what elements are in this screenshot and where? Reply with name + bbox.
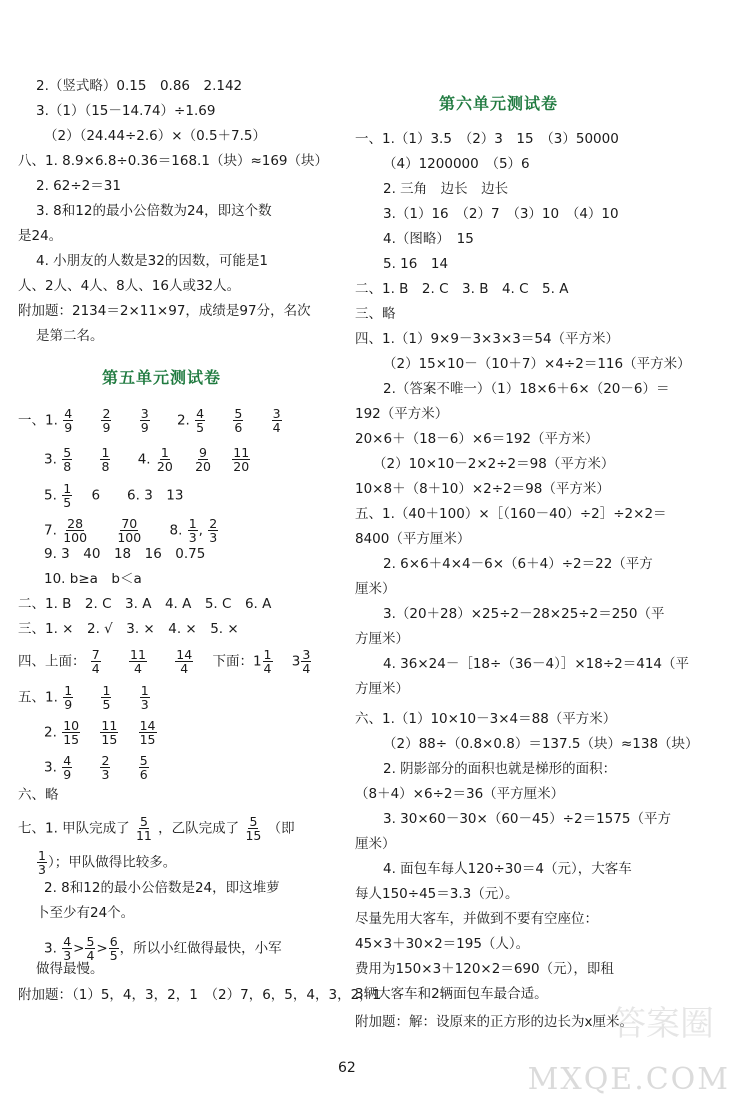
- fraction: $\frac{4}{9}$: [63, 753, 72, 782]
- answer-line: 附加题：解：设原来的正方形的边长为x厘米。: [355, 1014, 633, 1030]
- watermark-logo: 答案圈: [612, 1004, 714, 1044]
- answer-line: 2. $\frac{10}{15}$ $\frac{11}{15}$ $\frac{14}{15}$: [44, 718, 156, 747]
- fraction: $\frac{5}{4}$: [86, 934, 95, 963]
- answer-line: 3.（20＋28）×25÷2－28×25÷2＝250（平: [383, 606, 665, 622]
- fraction: $\frac{5}{8}$: [63, 445, 72, 474]
- fraction: $\frac{11}{20}$: [233, 445, 250, 474]
- answer-line: 是第二名。: [36, 328, 104, 344]
- answer-line: 2.（竖式略）0.15 0.86 2.142: [36, 78, 243, 94]
- fraction: $\frac{28}{100}$: [63, 516, 88, 545]
- answer-line: 五、1.（40＋100）×［（160－40）÷2］÷2×2＝: [355, 506, 667, 522]
- answer-line: 六、略: [18, 787, 59, 803]
- answer-line: 人、2人、4人、8人、16人或32人。: [18, 278, 241, 294]
- answer-line: 六、1.（1）10×10－3×4＝88（平方米）: [355, 711, 617, 727]
- answer-line: 一、1. $\frac{4}{9}$ $\frac{2}{9}$ $\frac{3}{9}$ 2. $\frac{4}{5}$ $\frac{5}{6}$ $\frac{3}{4}$: [18, 406, 281, 435]
- answer-line: 5. 16 14: [383, 256, 449, 272]
- answer-line: 4.（图略） 15: [383, 231, 474, 247]
- answer-line: 一、1.（1）3.5 （2）3 15 （3）50000: [355, 131, 619, 147]
- answer-line: 2. 阴影部分的面积也就是梯形的面积：: [383, 761, 617, 777]
- answer-line: 厘米）: [355, 836, 396, 852]
- answer-line: （2）15×10－（10＋7）×4÷2＝116（平方米）: [383, 356, 691, 372]
- fraction: $\frac{11}{4}$: [130, 647, 146, 676]
- fraction: $\frac{4}{5}$: [196, 406, 205, 435]
- fraction: $\frac{1}{3}$: [188, 516, 197, 545]
- answer-line: 附加题：2134＝2×11×97，成绩是97分，名次: [18, 303, 311, 319]
- fraction: $\frac{14}{4}$: [176, 647, 193, 676]
- answer-line: 二、1. B 2. C 3. A 4. A 5. C 6. A: [18, 596, 272, 612]
- section-heading: 第五单元测试卷: [102, 368, 222, 387]
- answer-line: 三、略: [355, 306, 396, 322]
- fraction: $\frac{5}{6}$: [139, 753, 148, 782]
- fraction: $\frac{1}{9}$: [64, 683, 73, 712]
- answer-line: 五、1. $\frac{1}{9}$ $\frac{1}{5}$ $\frac{1}{3}$: [18, 683, 149, 712]
- answer-line: 2. 8和12的最小公倍数是24，即这堆萝: [44, 880, 280, 896]
- answer-line: 方厘米）: [355, 681, 409, 697]
- answer-line: （8＋4）×6÷2＝36（平方厘米）: [355, 786, 565, 802]
- fraction: $\frac{1}{5}$: [102, 683, 111, 712]
- answer-line: 尽量先用大客车，并做到不要有空座位：: [355, 911, 598, 927]
- answer-line: 卜至少有24个。: [36, 905, 135, 921]
- answer-line: 3. 8和12的最小公倍数为24，即这个数: [36, 203, 272, 219]
- fraction: $\frac{4}{9}$: [64, 406, 73, 435]
- fraction: $\frac{1}{8}$: [101, 445, 110, 474]
- answer-line: 厘米）: [355, 581, 396, 597]
- answer-line: 8400（平方厘米）: [355, 531, 471, 547]
- fraction: $\frac{3}{9}$: [140, 406, 149, 435]
- answer-line: 费用为150×3＋120×2＝690（元），即租: [355, 961, 614, 977]
- fraction: $\frac{14}{15}$: [139, 718, 156, 747]
- fraction: $\frac{1}{4}$: [263, 647, 272, 676]
- answer-line: （2）（24.44÷2.6）×（0.5＋7.5）: [44, 128, 267, 144]
- answer-line: 3.（1）16 （2）7 （3）10 （4）10: [383, 206, 619, 222]
- fraction: $\frac{1}{3}$: [38, 848, 46, 877]
- fraction: $\frac{1}{3}$: [140, 683, 149, 712]
- answer-line: 二、1. B 2. C 3. B 4. C 5. A: [355, 281, 569, 297]
- answer-line: 4. 面包车每人120÷30＝4（元），大客车: [383, 861, 632, 877]
- fraction: $\frac{70}{100}$: [117, 516, 142, 545]
- answer-line: 七、1. 甲队完成了 $\frac{5}{11}$ ，乙队完成了 $\frac{5}{15}$ （即: [18, 814, 295, 843]
- fraction: $\frac{3}{4}$: [302, 647, 311, 676]
- answer-line: 7. $\frac{28}{100}$ $\frac{70}{100}$ 8. $\frac{1}{3}$ , $\frac{2}{3}$: [44, 516, 218, 545]
- answer-line: （2）10×10－2×2÷2＝98（平方米）: [373, 456, 615, 472]
- section-heading: 第六单元测试卷: [439, 94, 559, 113]
- answer-line: 4. 36×24－［18÷（36－4）］×18÷2＝414（平: [383, 656, 690, 672]
- fraction: $\frac{1}{20}$: [156, 445, 173, 474]
- answer-line: （4）1200000 （5）6: [383, 156, 530, 172]
- answer-line: 是24。: [18, 228, 63, 244]
- answer-line: 四、1.（1）9×9－3×3×3＝54（平方米）: [355, 331, 620, 347]
- fraction: $\frac{11}{15}$: [101, 718, 118, 747]
- page-number: 62: [338, 1060, 356, 1076]
- fraction: $\frac{9}{20}$: [195, 445, 211, 474]
- answer-line: 3. $\frac{4}{9}$ $\frac{2}{3}$ $\frac{5}{6}$: [44, 753, 148, 782]
- answer-line: 4. 小朋友的人数是32的因数，可能是1: [36, 253, 268, 269]
- answer-line: 八、1. 8.9×6.8÷0.36＝168.1（块）≈169（块）: [18, 153, 329, 169]
- answer-line: 2. 三角 边长 边长: [383, 181, 509, 197]
- answer-line: 10×8＋（8＋10）×2÷2＝98（平方米）: [355, 481, 610, 497]
- fraction: $\frac{2}{3}$: [209, 516, 218, 545]
- answer-line: 2. 6×6＋4×4－6×（6＋4）÷2＝22（平方: [383, 556, 653, 572]
- answer-line: 3.（1）（15－14.74）÷1.69: [36, 103, 216, 119]
- answer-line: $\frac{1}{3}$ ）；甲队做得比较多。: [38, 848, 177, 877]
- answer-line: 3辆大客车和2辆面包车最合适。: [355, 986, 548, 1002]
- watermark-text: MXQE.COM: [527, 1062, 730, 1097]
- fraction: $\frac{6}{5}$: [109, 934, 118, 963]
- answer-line: 3. 30×60－30×（60－45）÷2＝1575（平方: [383, 811, 671, 827]
- answer-line: 192（平方米）: [355, 406, 449, 422]
- answer-line: 10. b≥a b＜a: [44, 571, 142, 587]
- answer-line: 2.（答案不唯一）（1）18×6＋6×（20－6）＝: [383, 381, 670, 397]
- answer-line: 9. 3 40 18 16 0.75: [44, 546, 206, 562]
- answer-line: 做得最慢。: [36, 961, 104, 977]
- fraction: $\frac{2}{3}$: [101, 753, 110, 782]
- answer-line: （2）88÷（0.8×0.8）＝137.5（块）≈138（块）: [383, 736, 699, 752]
- answer-line: 每人150÷45＝3.3（元）。: [355, 886, 519, 902]
- answer-line: 三、1. × 2. √ 3. × 4. × 5. ×: [18, 621, 239, 637]
- answer-line: 方厘米）: [355, 631, 409, 647]
- fraction: $\frac{2}{9}$: [102, 406, 111, 435]
- answer-line: 四、上面： $\frac{7}{4}$ $\frac{11}{4}$ $\frac{14}{4}$ 下面：1 $\frac{1}{4}$ 3 $\frac{3}{4}$: [18, 647, 311, 676]
- fraction: $\frac{5}{11}$: [135, 814, 152, 843]
- fraction: $\frac{10}{15}$: [63, 718, 80, 747]
- answer-line: 2. 62÷2＝31: [36, 178, 121, 194]
- fraction: $\frac{3}{4}$: [272, 406, 281, 435]
- answer-line: 5. $\frac{1}{5}$ 6 6. 3 13: [44, 481, 184, 510]
- answer-line: 20×6＋（18－6）×6＝192（平方米）: [355, 431, 599, 447]
- answer-line: 45×3＋30×2＝195（人）。: [355, 936, 530, 952]
- answer-line: 3. $\frac{4}{3}$ > $\frac{5}{4}$ > $\frac{6}{5}$ ，所以小红做得最快，小军: [44, 934, 282, 963]
- fraction: $\frac{5}{15}$: [245, 814, 262, 843]
- fraction: $\frac{5}{6}$: [234, 406, 243, 435]
- fraction: $\frac{4}{3}$: [63, 934, 72, 963]
- fraction: $\frac{1}{5}$: [63, 481, 72, 510]
- answer-line: 附加题：（1）5，4，3，2，1 （2）7，6，5，4，3，2，1: [18, 987, 382, 1003]
- answer-line: 3. $\frac{5}{8}$ $\frac{1}{8}$ 4. $\frac{1}{20}$ $\frac{9}{20}$ $\frac{11}{20}$: [44, 445, 250, 474]
- fraction: $\frac{7}{4}$: [91, 647, 100, 676]
